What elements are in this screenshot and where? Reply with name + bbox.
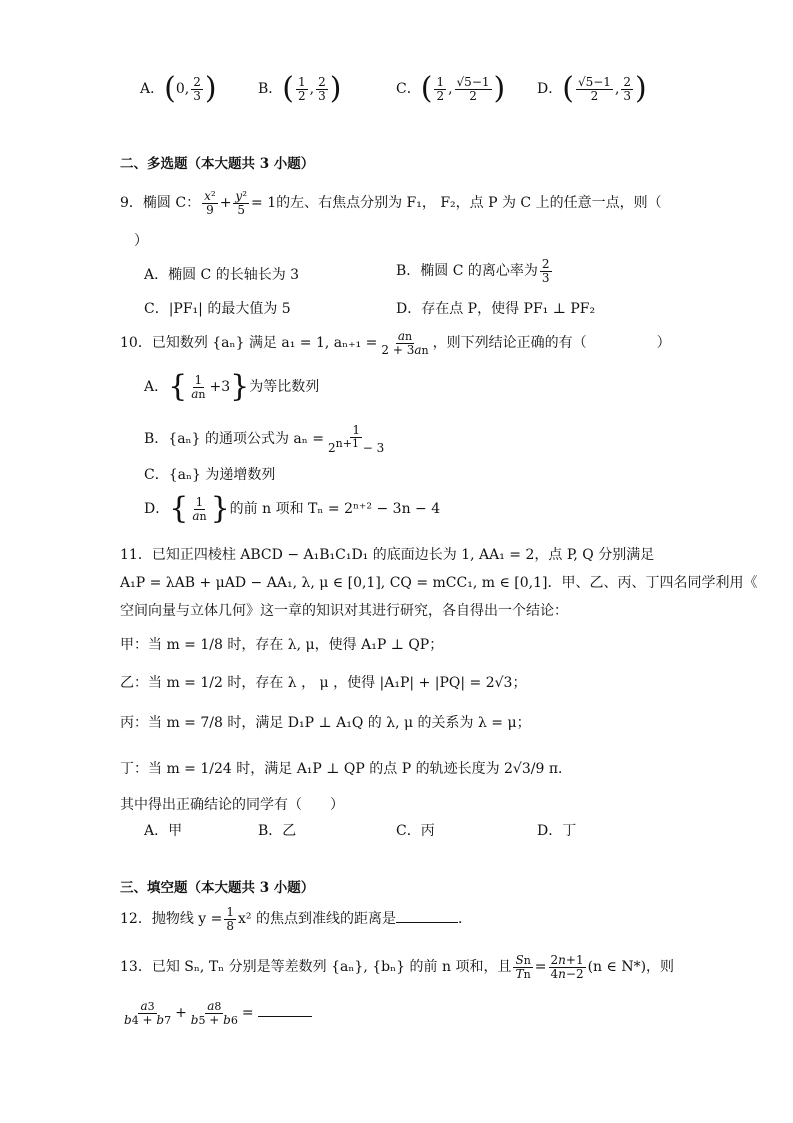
q9-option-c[interactable]: C．|PF₁| 的最大值为 5 (144, 301, 291, 317)
section-3-title: 三、填空题（本大题共 3 小题） (120, 880, 315, 896)
q13-expression: $\frac{a3}{b4 + b7}$ + $\frac{a8}{b5 + b6}$ = (120, 1000, 312, 1026)
q11-bing: 丙：当 m = 7/8 时，满足 D₁P ⊥ A₁Q 的 λ, μ 的关系为 λ = μ； (120, 715, 531, 731)
q11-ask: 其中得出正确结论的同学有（ ） (120, 797, 344, 813)
q10-option-b[interactable]: B．{aₙ} 的通项公式为 aₙ = $\frac{1}{2^{n+1} - 3}$ (144, 423, 385, 455)
q10-option-d[interactable]: D．{ $\frac{1}{an}$ }的前 n 项和 Tₙ = 2ⁿ⁺² − 3n − 4 (144, 491, 441, 526)
q9-option-a[interactable]: A．椭圆 C 的长轴长为 3 (144, 267, 300, 283)
q8-option-a[interactable]: A．(0, $\frac{2}{3}$ ) (140, 71, 217, 106)
q9-option-b[interactable]: B．椭圆 C 的离心率为 $\frac{2}{3}$ (396, 257, 550, 285)
q10-option-a[interactable]: A．{ $\frac{1}{an}$ +3}为等比数列 (144, 369, 320, 404)
q8-option-c[interactable]: C．( $\frac{1}{2}$ , $\frac{√5-1}{2}$ ) (396, 71, 506, 106)
q9-stem: 9．椭圆 C： $\frac{\text{x²}}{9}$ + $\frac{\text{y²}}{5}$ = 1的左、右焦点分别为 F₁， F₂，点 P 为 C 上的任意一点，则（ (120, 189, 662, 217)
q11-option-a[interactable]: A．甲 (144, 823, 183, 839)
q8-option-b[interactable]: B．( $\frac{1}{2}$ , $\frac{2}{3}$ ) (258, 71, 342, 106)
q9-stem-close: ） (134, 233, 148, 249)
q10-stem: 10．已知数列 {aₙ} 满足 a₁ = 1, aₙ₊₁ = $\frac{an}{2 + 3an}$ ，则下列结论正确的有（ ） (120, 329, 671, 357)
q10-option-c[interactable]: C．{aₙ} 为递增数列 (144, 467, 276, 483)
q9-option-d[interactable]: D．存在点 P，使得 PF₁ ⊥ PF₂ (396, 301, 596, 317)
section-2-title: 二、多选题（本大题共 3 小题） (120, 156, 315, 172)
q11-line-1: 11．已知正四棱柱 ABCD − A₁B₁C₁D₁ 的底面边长为 1, AA₁ = 2，点 P, Q 分别满足 (120, 547, 655, 563)
q11-line-3: 空间向量与立体几何》这一章的知识对其进行研究，各自得出一个结论： (120, 603, 568, 619)
q8-option-d[interactable]: D．( $\frac{√5-1}{2}$ , $\frac{2}{3}$ ) (537, 71, 647, 106)
q13-answer-blank[interactable] (258, 1004, 312, 1017)
q11-ding: 丁：当 m = 1/24 时，满足 A₁P ⊥ QP 的点 P 的轨迹长度为 2√3/9 π． (120, 761, 573, 777)
q11-line-2: A₁P = λAB + μAD − AA₁, λ, μ ∈ [0,1], CQ = mCC₁, m ∈ [0,1]．甲、乙、丙、丁四名同学利用《 (120, 575, 758, 591)
q12-stem: 12．抛物线 y = $\frac{1}{8}$ x² 的焦点到准线的距离是 ． (120, 905, 472, 933)
q13-stem: 13．已知 Sₙ, Tₙ 分别是等差数列 {aₙ}, {bₙ} 的前 n 项和，且 $\frac{Sn}{Tn}$ = $\frac{2n+1}{4n-2}$ (n ∈ N*)，则 (120, 953, 675, 981)
q11-jia: 甲：当 m = 1/8 时，存在 λ, μ，使得 A₁P ⊥ QP； (120, 637, 444, 653)
q11-option-c[interactable]: C．丙 (396, 823, 435, 839)
q11-yi: 乙：当 m = 1/2 时，存在 λ ， μ ，使得 |A₁P| + |PQ| = 2√3； (120, 675, 527, 691)
q11-option-b[interactable]: B．乙 (258, 823, 297, 839)
q11-option-d[interactable]: D．丁 (537, 823, 577, 839)
q12-answer-blank[interactable] (396, 910, 458, 923)
